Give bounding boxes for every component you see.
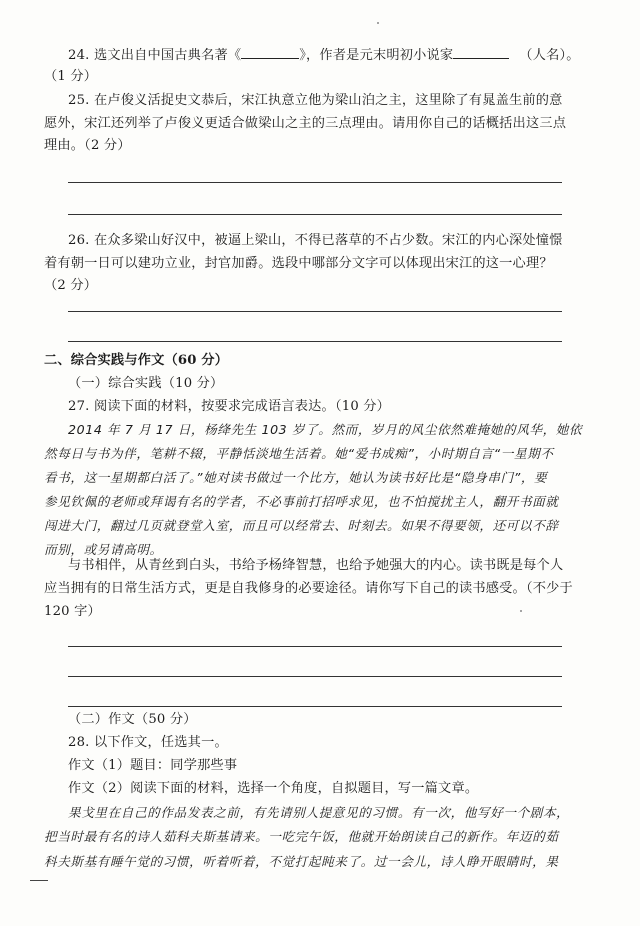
q27-material-line-4: 参见钦佩的老师或拜谒有名的学者，不必事前打招呼求见，也不怕搅扰主人，翻开书面就 (44, 494, 559, 509)
q26-line-1: 26. 在众多梁山好汉中，被逼上梁山，不得已落草的不占少数。宋江的内心深处憧憬 (68, 233, 563, 248)
composition-option-1: 作文（1）题目：同学那些事 (68, 758, 238, 773)
section-2-heading: 二、综合实践与作文（60 分） (44, 353, 229, 368)
q26-answer-line-1[interactable] (68, 311, 562, 312)
scan-speck (377, 22, 379, 24)
q24-points: （1 分） (44, 69, 98, 84)
q27-material-line-2: 然每日与书为伴，笔耕不辍，平静恬淡地生活着。她“爱书成痴”，小时期自言“一星期不 (44, 446, 554, 461)
composition-option-2: 作文（2）阅读下面的材料，选择一个角度，自拟题目，写一篇文章。 (68, 781, 479, 796)
q26-line-3: （2 分） (44, 278, 98, 293)
q24-author-blank[interactable] (453, 46, 509, 59)
q24-line (68, 46, 580, 65)
composition-material-line-3: 科夫斯基有睡午觉的习惯，听着听着，不觉打起盹来了。过一会儿，诗人睁开眼睛时，果 (44, 854, 559, 869)
margin-mark (30, 880, 48, 881)
q24-text-c: （人名）。 (519, 48, 580, 63)
q27-task-line-2: 应当拥有的日常生活方式，更是自我修身的必要途径。请你写下自己的读书感受。（不少于 (44, 581, 573, 596)
q27-prompt: 27. 阅读下面的材料，按要求完成语言表达。（10 分） (68, 399, 391, 414)
q24-text-b: 》，作者是元末明初小说家 (299, 48, 454, 63)
q27-answer-line-2[interactable] (68, 676, 562, 677)
q27-task-line-1: 与书相伴，从青丝到白头，书给予杨绛智慧，也给予她强大的内心。读书既是每个人 (68, 558, 564, 573)
q24-book-blank[interactable] (241, 46, 299, 59)
q25-answer-line-2[interactable] (68, 214, 562, 215)
q24-text-a: 24. 选文出自中国古典名著《 (68, 48, 242, 63)
q27-material-line-1: 2014 年 7 月 17 日，杨绛先生 103 岁了。然而，岁月的风尘依然难掩她的风华，她依 (68, 422, 583, 437)
q27-material-line-6: 而别，或另请高明。 (44, 542, 163, 557)
q25-line-1: 25. 在卢俊义活捉史文恭后，宋江执意立他为梁山泊之主，这里除了有晁盖生前的意 (68, 93, 563, 108)
q25-line-3: 理由。（2 分） (44, 138, 131, 153)
q26-answer-line-2[interactable] (68, 341, 562, 342)
scan-speck (520, 610, 522, 612)
q27-material-line-5: 闯进大门，翻过几页就登堂入室，而且可以经常去、时刻去。如果不得要领，还可以不辞 (44, 518, 559, 533)
q27-answer-line-1[interactable] (68, 646, 562, 647)
composition-material-line-1: 果戈里在自己的作品发表之前，有先请别人提意见的习惯。有一次，他写好一个剧本， (68, 805, 570, 820)
q27-material-line-3: 看书，这一星期都白活了。”她对读书做过一个比方，她认为读书好比是“隐身串门”，要 (44, 470, 548, 485)
q25-answer-line-1[interactable] (68, 182, 562, 183)
composition-material-line-2: 把当时最有名的诗人茹科夫斯基请来。一吃完午饭，他就开始朗读自己的新作。年迈的茹 (44, 829, 559, 844)
q26-line-2: 着有朝一日可以建功立业，封官加爵。选段中哪部分文字可以体现出宋江的这一心理？ (44, 256, 553, 271)
q27-task-line-3: 120 字） (44, 604, 101, 619)
q27-answer-line-3[interactable] (68, 706, 562, 707)
q25-line-2: 愿外，宋江还列举了卢俊义更适合做梁山之主的三点理由。请用你自己的话概括出这三点 (44, 116, 567, 131)
section-2-sub-1: （一）综合实践（10 分） (68, 376, 224, 391)
composition-sub-2: （二）作文（50 分） (68, 712, 197, 727)
q28-prompt: 28. 以下作文，任选其一。 (68, 735, 228, 750)
